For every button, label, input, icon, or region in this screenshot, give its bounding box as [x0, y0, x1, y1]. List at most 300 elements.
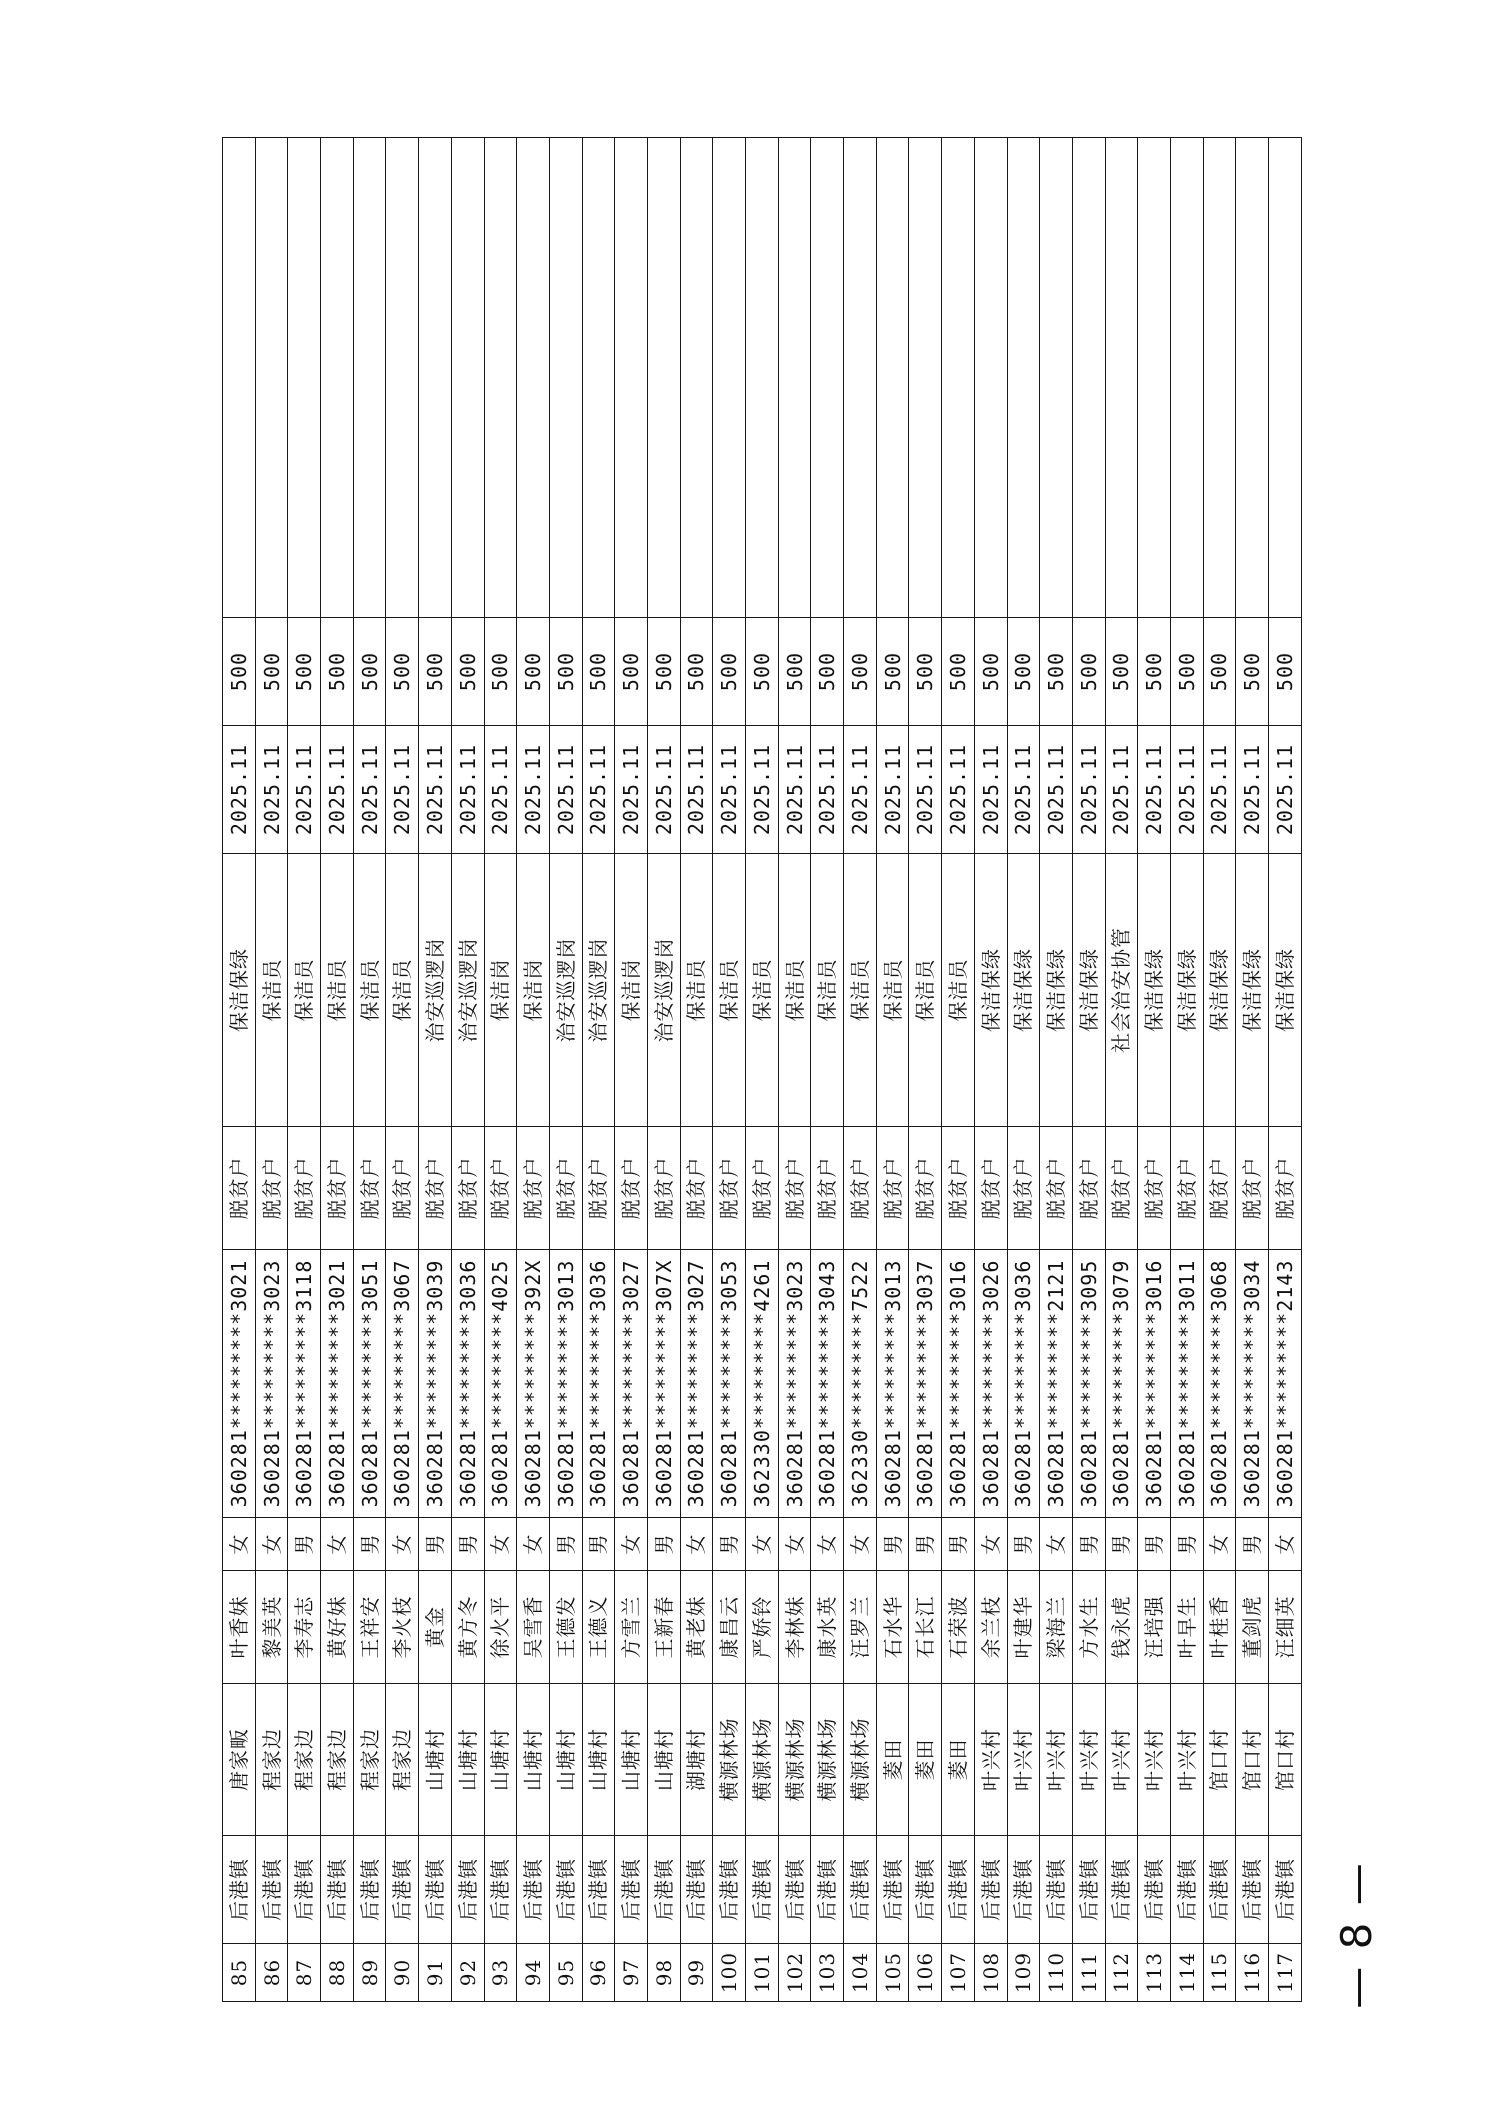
cell-person-name: 王新春	[647, 1571, 680, 1684]
cell-remark	[1236, 138, 1269, 618]
cell-village: 叶兴村	[1170, 1684, 1203, 1836]
cell-serial-number: 104	[844, 1944, 877, 2002]
table-row	[321, 138, 354, 2002]
cell-subsidy-month: 2025.11	[844, 726, 877, 854]
cell-subsidy-amount: 500	[909, 618, 942, 726]
cell-subsidy-month: 2025.11	[615, 726, 648, 854]
cell-subsidy-month: 2025.11	[647, 726, 680, 854]
cell-household-type: 脱贫户	[419, 1127, 452, 1250]
cell-person-name: 黄方冬	[451, 1571, 484, 1684]
cell-subsidy-amount: 500	[1269, 618, 1302, 726]
cell-subsidy-amount: 500	[1203, 618, 1236, 726]
cell-serial-number: 88	[321, 1944, 354, 2002]
cell-town: 后港镇	[1072, 1836, 1105, 1944]
cell-subsidy-amount: 500	[615, 618, 648, 726]
cell-person-name: 董剑虎	[1236, 1571, 1269, 1684]
cell-village: 馆口村	[1203, 1684, 1236, 1836]
roster-table	[222, 137, 1302, 2002]
cell-village: 横源林场	[811, 1684, 844, 1836]
cell-gender: 男	[876, 1518, 909, 1571]
cell-id-number: 360281*********3039	[419, 1250, 452, 1518]
cell-remark	[1007, 138, 1040, 618]
cell-id-number: 360281*********4025	[484, 1250, 517, 1518]
cell-remark	[255, 138, 288, 618]
cell-gender: 女	[974, 1518, 1007, 1571]
cell-person-name: 方雪兰	[615, 1571, 648, 1684]
cell-subsidy-amount: 500	[321, 618, 354, 726]
cell-job-position: 治安巡逻岗	[582, 854, 615, 1127]
cell-subsidy-month: 2025.11	[778, 726, 811, 854]
cell-subsidy-amount: 500	[353, 618, 386, 726]
table-row	[942, 138, 975, 2002]
cell-remark	[353, 138, 386, 618]
page-number: — 8 —	[1331, 1861, 1381, 2009]
cell-subsidy-month: 2025.11	[746, 726, 779, 854]
cell-town: 后港镇	[386, 1836, 419, 1944]
cell-remark	[386, 138, 419, 618]
cell-household-type: 脱贫户	[647, 1127, 680, 1250]
cell-person-name: 石水华	[876, 1571, 909, 1684]
cell-village: 菱田	[909, 1684, 942, 1836]
cell-subsidy-month: 2025.11	[419, 726, 452, 854]
table-row	[647, 138, 680, 2002]
cell-job-position: 保洁员	[255, 854, 288, 1127]
cell-remark	[1072, 138, 1105, 618]
cell-village: 程家边	[353, 1684, 386, 1836]
cell-gender: 女	[386, 1518, 419, 1571]
cell-remark	[451, 138, 484, 618]
cell-village: 横源林场	[778, 1684, 811, 1836]
cell-id-number: 360281*********3079	[1105, 1250, 1138, 1518]
cell-subsidy-amount: 500	[876, 618, 909, 726]
cell-remark	[1269, 138, 1302, 618]
cell-gender: 男	[549, 1518, 582, 1571]
cell-person-name: 王德义	[582, 1571, 615, 1684]
cell-person-name: 叶建华	[1007, 1571, 1040, 1684]
cell-serial-number: 95	[549, 1944, 582, 2002]
table-row	[223, 138, 256, 2002]
cell-person-name: 汪培强	[1138, 1571, 1171, 1684]
cell-subsidy-month: 2025.11	[1007, 726, 1040, 854]
cell-gender: 男	[419, 1518, 452, 1571]
cell-job-position: 保洁员	[778, 854, 811, 1127]
cell-subsidy-month: 2025.11	[549, 726, 582, 854]
cell-household-type: 脱贫户	[1138, 1127, 1171, 1250]
cell-id-number: 360281*********2121	[1040, 1250, 1073, 1518]
cell-village: 唐家畈	[223, 1684, 256, 1836]
cell-subsidy-month: 2025.11	[353, 726, 386, 854]
rotated-table-container	[222, 137, 1297, 2002]
cell-subsidy-amount: 500	[223, 618, 256, 726]
cell-person-name: 严娇铃	[746, 1571, 779, 1684]
cell-subsidy-month: 2025.11	[223, 726, 256, 854]
cell-remark	[876, 138, 909, 618]
cell-job-position: 社会治安协管	[1105, 854, 1138, 1127]
cell-serial-number: 117	[1269, 1944, 1302, 2002]
cell-household-type: 脱贫户	[1170, 1127, 1203, 1250]
cell-town: 后港镇	[1236, 1836, 1269, 1944]
cell-serial-number: 108	[974, 1944, 1007, 2002]
table-row	[582, 138, 615, 2002]
cell-town: 后港镇	[223, 1836, 256, 1944]
cell-household-type: 脱贫户	[713, 1127, 746, 1250]
cell-job-position: 保洁员	[713, 854, 746, 1127]
cell-gender: 女	[811, 1518, 844, 1571]
cell-remark	[647, 138, 680, 618]
cell-person-name: 王祥安	[353, 1571, 386, 1684]
cell-subsidy-amount: 500	[549, 618, 582, 726]
table-row	[353, 138, 386, 2002]
cell-household-type: 脱贫户	[582, 1127, 615, 1250]
cell-remark	[680, 138, 713, 618]
cell-household-type: 脱贫户	[811, 1127, 844, 1250]
table-row	[1269, 138, 1302, 2002]
cell-village: 程家边	[288, 1684, 321, 1836]
cell-gender: 男	[288, 1518, 321, 1571]
cell-job-position: 保洁保绿	[1203, 854, 1236, 1127]
cell-village: 叶兴村	[974, 1684, 1007, 1836]
cell-town: 后港镇	[1170, 1836, 1203, 1944]
cell-gender: 男	[909, 1518, 942, 1571]
cell-serial-number: 93	[484, 1944, 517, 2002]
cell-subsidy-amount: 500	[778, 618, 811, 726]
cell-subsidy-amount: 500	[647, 618, 680, 726]
cell-person-name: 叶早生	[1170, 1571, 1203, 1684]
cell-id-number: 360281*********3023	[255, 1250, 288, 1518]
table-row	[1203, 138, 1236, 2002]
cell-gender: 男	[582, 1518, 615, 1571]
cell-village: 馆口村	[1236, 1684, 1269, 1836]
cell-person-name: 叶桂香	[1203, 1571, 1236, 1684]
cell-town: 后港镇	[909, 1836, 942, 1944]
table-row	[549, 138, 582, 2002]
cell-job-position: 保洁员	[321, 854, 354, 1127]
cell-job-position: 保洁岗	[517, 854, 550, 1127]
cell-household-type: 脱贫户	[974, 1127, 1007, 1250]
cell-subsidy-amount: 500	[255, 618, 288, 726]
cell-village: 山塘村	[484, 1684, 517, 1836]
cell-serial-number: 87	[288, 1944, 321, 2002]
cell-remark	[517, 138, 550, 618]
cell-gender: 女	[255, 1518, 288, 1571]
cell-village: 湖塘村	[680, 1684, 713, 1836]
cell-id-number: 360281*********3026	[974, 1250, 1007, 1518]
cell-serial-number: 110	[1040, 1944, 1073, 2002]
cell-id-number: 360281*********3118	[288, 1250, 321, 1518]
cell-id-number: 360281*********392X	[517, 1250, 550, 1518]
cell-gender: 女	[680, 1518, 713, 1571]
cell-household-type: 脱贫户	[288, 1127, 321, 1250]
cell-subsidy-month: 2025.11	[517, 726, 550, 854]
cell-gender: 女	[484, 1518, 517, 1571]
cell-id-number: 360281*********3016	[942, 1250, 975, 1518]
cell-subsidy-amount: 500	[713, 618, 746, 726]
cell-serial-number: 96	[582, 1944, 615, 2002]
cell-subsidy-month: 2025.11	[1138, 726, 1171, 854]
cell-subsidy-month: 2025.11	[1170, 726, 1203, 854]
cell-town: 后港镇	[778, 1836, 811, 1944]
table-row	[419, 138, 452, 2002]
cell-town: 后港镇	[1269, 1836, 1302, 1944]
cell-gender: 男	[451, 1518, 484, 1571]
cell-id-number: 360281*********3043	[811, 1250, 844, 1518]
cell-subsidy-amount: 500	[517, 618, 550, 726]
cell-serial-number: 113	[1138, 1944, 1171, 2002]
cell-household-type: 脱贫户	[778, 1127, 811, 1250]
cell-gender: 男	[713, 1518, 746, 1571]
cell-id-number: 360281*********3023	[778, 1250, 811, 1518]
cell-town: 后港镇	[647, 1836, 680, 1944]
cell-gender: 女	[746, 1518, 779, 1571]
table-row	[1007, 138, 1040, 2002]
cell-village: 山塘村	[647, 1684, 680, 1836]
cell-village: 程家边	[255, 1684, 288, 1836]
table-row	[1236, 138, 1269, 2002]
cell-gender: 女	[223, 1518, 256, 1571]
cell-remark	[615, 138, 648, 618]
cell-job-position: 保洁员	[844, 854, 877, 1127]
cell-job-position: 治安巡逻岗	[647, 854, 680, 1127]
table-row	[484, 138, 517, 2002]
cell-job-position: 保洁保绿	[223, 854, 256, 1127]
table-row	[615, 138, 648, 2002]
table-row	[844, 138, 877, 2002]
cell-id-number: 360281*********3053	[713, 1250, 746, 1518]
cell-town: 后港镇	[321, 1836, 354, 1944]
cell-remark	[974, 138, 1007, 618]
cell-serial-number: 109	[1007, 1944, 1040, 2002]
cell-town: 后港镇	[582, 1836, 615, 1944]
table-row	[909, 138, 942, 2002]
cell-household-type: 脱贫户	[615, 1127, 648, 1250]
cell-remark	[419, 138, 452, 618]
cell-job-position: 保洁员	[353, 854, 386, 1127]
cell-job-position: 保洁员	[746, 854, 779, 1127]
cell-town: 后港镇	[255, 1836, 288, 1944]
cell-subsidy-amount: 500	[288, 618, 321, 726]
cell-town: 后港镇	[288, 1836, 321, 1944]
cell-gender: 女	[615, 1518, 648, 1571]
cell-village: 程家边	[321, 1684, 354, 1836]
cell-remark	[778, 138, 811, 618]
cell-gender: 女	[844, 1518, 877, 1571]
cell-job-position: 治安巡逻岗	[451, 854, 484, 1127]
cell-subsidy-amount: 500	[419, 618, 452, 726]
cell-subsidy-amount: 500	[974, 618, 1007, 726]
roster-table-body	[223, 138, 1302, 2002]
cell-person-name: 梁海兰	[1040, 1571, 1073, 1684]
cell-serial-number: 115	[1203, 1944, 1236, 2002]
cell-village: 山塘村	[582, 1684, 615, 1836]
cell-subsidy-month: 2025.11	[713, 726, 746, 854]
cell-person-name: 汪罗兰	[844, 1571, 877, 1684]
cell-id-number: 360281*********3051	[353, 1250, 386, 1518]
cell-town: 后港镇	[942, 1836, 975, 1944]
cell-serial-number: 92	[451, 1944, 484, 2002]
cell-subsidy-amount: 500	[1040, 618, 1073, 726]
cell-person-name: 李林妹	[778, 1571, 811, 1684]
cell-town: 后港镇	[517, 1836, 550, 1944]
cell-household-type: 脱贫户	[1105, 1127, 1138, 1250]
cell-job-position: 保洁保绿	[974, 854, 1007, 1127]
cell-gender: 男	[942, 1518, 975, 1571]
cell-town: 后港镇	[451, 1836, 484, 1944]
cell-subsidy-month: 2025.11	[386, 726, 419, 854]
cell-gender: 男	[1007, 1518, 1040, 1571]
cell-person-name: 汪细英	[1269, 1571, 1302, 1684]
cell-subsidy-amount: 500	[451, 618, 484, 726]
table-row	[876, 138, 909, 2002]
table-row	[680, 138, 713, 2002]
cell-gender: 男	[1105, 1518, 1138, 1571]
cell-village: 山塘村	[549, 1684, 582, 1836]
cell-village: 山塘村	[615, 1684, 648, 1836]
cell-town: 后港镇	[353, 1836, 386, 1944]
cell-subsidy-amount: 500	[844, 618, 877, 726]
cell-subsidy-amount: 500	[1105, 618, 1138, 726]
cell-subsidy-month: 2025.11	[1105, 726, 1138, 854]
cell-gender: 男	[647, 1518, 680, 1571]
cell-household-type: 脱贫户	[517, 1127, 550, 1250]
cell-gender: 男	[1236, 1518, 1269, 1571]
cell-household-type: 脱贫户	[223, 1127, 256, 1250]
cell-remark	[549, 138, 582, 618]
cell-remark	[1138, 138, 1171, 618]
cell-town: 后港镇	[549, 1836, 582, 1944]
cell-subsidy-month: 2025.11	[811, 726, 844, 854]
cell-town: 后港镇	[844, 1836, 877, 1944]
cell-serial-number: 116	[1236, 1944, 1269, 2002]
cell-remark	[1170, 138, 1203, 618]
cell-id-number: 362330*********7522	[844, 1250, 877, 1518]
cell-subsidy-amount: 500	[582, 618, 615, 726]
cell-remark	[746, 138, 779, 618]
cell-village: 山塘村	[517, 1684, 550, 1836]
cell-person-name: 方水生	[1072, 1571, 1105, 1684]
cell-subsidy-amount: 500	[1236, 618, 1269, 726]
cell-remark	[223, 138, 256, 618]
cell-id-number: 360281*********3021	[223, 1250, 256, 1518]
table-row	[811, 138, 844, 2002]
cell-town: 后港镇	[484, 1836, 517, 1944]
cell-job-position: 保洁岗	[484, 854, 517, 1127]
cell-subsidy-month: 2025.11	[1040, 726, 1073, 854]
cell-person-name: 吴雪香	[517, 1571, 550, 1684]
cell-town: 后港镇	[1040, 1836, 1073, 1944]
cell-serial-number: 97	[615, 1944, 648, 2002]
cell-id-number: 360281*********3034	[1236, 1250, 1269, 1518]
cell-serial-number: 101	[746, 1944, 779, 2002]
table-row	[1138, 138, 1171, 2002]
cell-serial-number: 99	[680, 1944, 713, 2002]
cell-job-position: 保洁保绿	[1170, 854, 1203, 1127]
cell-household-type: 脱贫户	[1007, 1127, 1040, 1250]
cell-id-number: 360281*********3027	[615, 1250, 648, 1518]
cell-household-type: 脱贫户	[876, 1127, 909, 1250]
cell-subsidy-month: 2025.11	[876, 726, 909, 854]
table-row	[386, 138, 419, 2002]
cell-household-type: 脱贫户	[942, 1127, 975, 1250]
cell-village: 山塘村	[419, 1684, 452, 1836]
cell-person-name: 康水英	[811, 1571, 844, 1684]
cell-subsidy-amount: 500	[1138, 618, 1171, 726]
cell-village: 山塘村	[451, 1684, 484, 1836]
cell-gender: 女	[321, 1518, 354, 1571]
cell-person-name: 康昌云	[713, 1571, 746, 1684]
cell-village: 横源林场	[713, 1684, 746, 1836]
cell-id-number: 360281*********3036	[1007, 1250, 1040, 1518]
cell-subsidy-amount: 500	[1007, 618, 1040, 726]
cell-village: 叶兴村	[1072, 1684, 1105, 1836]
cell-person-name: 黄老妹	[680, 1571, 713, 1684]
cell-remark	[1203, 138, 1236, 618]
cell-serial-number: 111	[1072, 1944, 1105, 2002]
cell-gender: 女	[1203, 1518, 1236, 1571]
cell-job-position: 保洁员	[876, 854, 909, 1127]
cell-village: 叶兴村	[1138, 1684, 1171, 1836]
cell-person-name: 余兰枝	[974, 1571, 1007, 1684]
cell-job-position: 治安巡逻岗	[419, 854, 452, 1127]
cell-id-number: 360281*********2143	[1269, 1250, 1302, 1518]
cell-gender: 男	[353, 1518, 386, 1571]
cell-subsidy-amount: 500	[680, 618, 713, 726]
cell-job-position: 保洁保绿	[1040, 854, 1073, 1127]
cell-subsidy-month: 2025.11	[484, 726, 517, 854]
cell-serial-number: 90	[386, 1944, 419, 2002]
cell-gender: 女	[517, 1518, 550, 1571]
cell-person-name: 石长江	[909, 1571, 942, 1684]
cell-job-position: 保洁保绿	[1007, 854, 1040, 1127]
cell-id-number: 360281*********3013	[549, 1250, 582, 1518]
cell-subsidy-month: 2025.11	[974, 726, 1007, 854]
cell-subsidy-month: 2025.11	[680, 726, 713, 854]
cell-remark	[288, 138, 321, 618]
cell-gender: 男	[1138, 1518, 1171, 1571]
cell-household-type: 脱贫户	[386, 1127, 419, 1250]
cell-id-number: 360281*********3095	[1072, 1250, 1105, 1518]
cell-village: 叶兴村	[1040, 1684, 1073, 1836]
cell-remark	[909, 138, 942, 618]
table-row	[1040, 138, 1073, 2002]
table-row	[1105, 138, 1138, 2002]
cell-village: 程家边	[386, 1684, 419, 1836]
cell-gender: 男	[1072, 1518, 1105, 1571]
cell-remark	[321, 138, 354, 618]
cell-remark	[1040, 138, 1073, 618]
table-row	[974, 138, 1007, 2002]
cell-person-name: 钱永虎	[1105, 1571, 1138, 1684]
cell-person-name: 黎美英	[255, 1571, 288, 1684]
cell-id-number: 360281*********3027	[680, 1250, 713, 1518]
table-row	[778, 138, 811, 2002]
cell-remark	[942, 138, 975, 618]
cell-job-position: 保洁员	[909, 854, 942, 1127]
cell-person-name: 黄好妹	[321, 1571, 354, 1684]
table-row	[1072, 138, 1105, 2002]
cell-household-type: 脱贫户	[680, 1127, 713, 1250]
cell-gender: 女	[778, 1518, 811, 1571]
cell-subsidy-amount: 500	[942, 618, 975, 726]
cell-remark	[484, 138, 517, 618]
cell-subsidy-month: 2025.11	[1203, 726, 1236, 854]
cell-town: 后港镇	[713, 1836, 746, 1944]
cell-job-position: 保洁保绿	[1072, 854, 1105, 1127]
cell-town: 后港镇	[419, 1836, 452, 1944]
cell-subsidy-month: 2025.11	[1269, 726, 1302, 854]
cell-serial-number: 98	[647, 1944, 680, 2002]
cell-job-position: 保洁员	[942, 854, 975, 1127]
cell-household-type: 脱贫户	[844, 1127, 877, 1250]
